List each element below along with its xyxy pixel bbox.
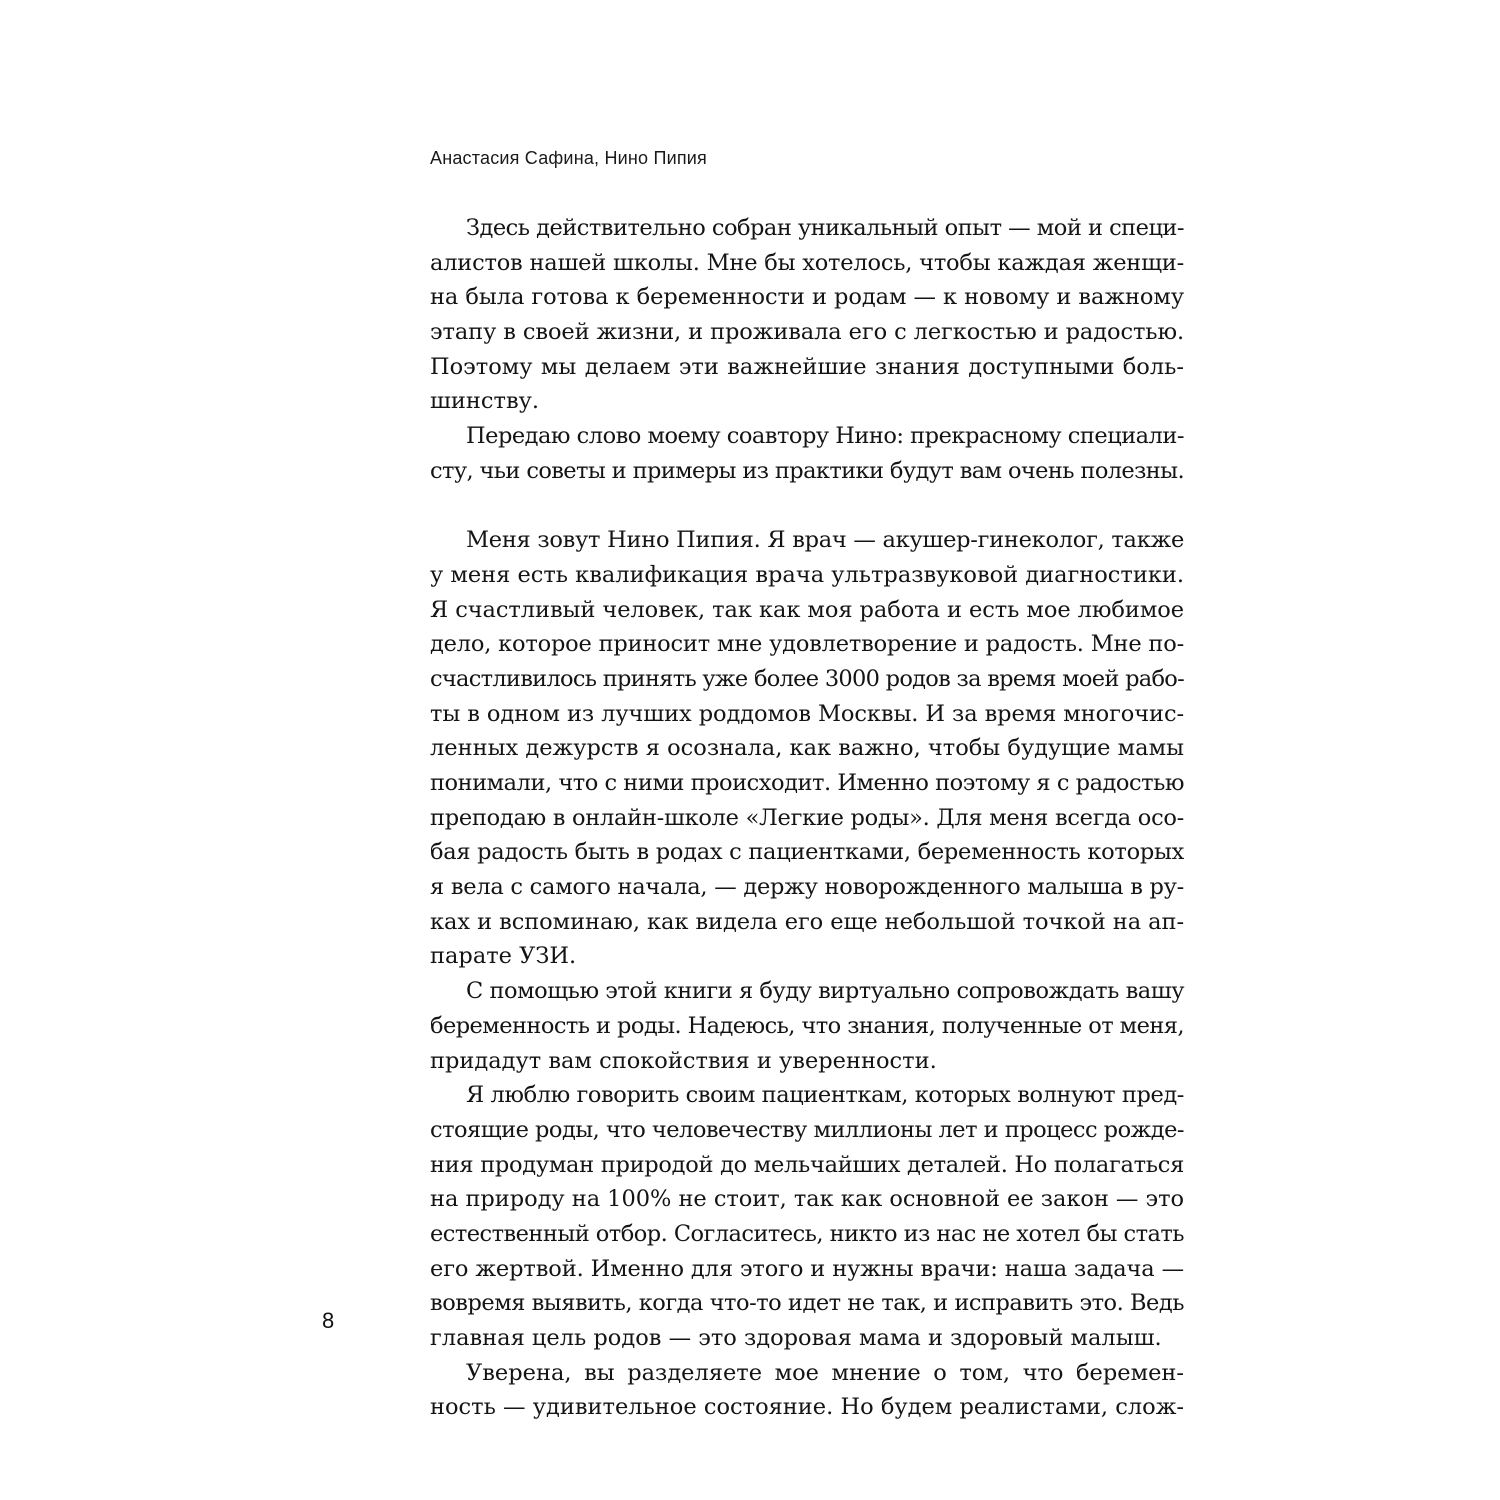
text-line: бая радость быть в родах с пациентками, беременность которых [430, 839, 1184, 866]
text-line: я вела с самого начала, — держу новорожденного малыша в ру- [430, 874, 1184, 901]
text-line: беременность и роды. Надеюсь, что знания, полученные от меня, [430, 1012, 1184, 1039]
text-line: вовремя выявить, когда что-то идет не так, и исправить это. Ведь [430, 1290, 1184, 1317]
text-line: на была готова к беременности и родам — к новому и важному [430, 284, 1184, 311]
text-line: у меня есть квалификация врача ультразвуковой диагностики. [430, 561, 1184, 588]
text-line: Уверена, вы разделяете мое мнение о том, что беремен- [466, 1359, 1184, 1386]
paragraph [430, 211, 1184, 419]
text-line: ленных дежурств я осознала, как важно, чтобы будущие мамы [430, 735, 1184, 762]
text-line: понимали, что с ними происходит. Именно поэтому я с радостью [430, 770, 1184, 796]
text-line: шинству. [430, 388, 540, 415]
text-line: преподаю в онлайн-школе «Легкие роды». Для меня всегда осо- [430, 804, 1184, 831]
paragraph [430, 974, 1184, 1078]
text-line: Я счастливый человек, так как моя работа и есть мое любимое [430, 596, 1184, 623]
text-line: главная цель родов — это здоровая мама и здоровый малыш. [430, 1325, 1162, 1351]
text-line: Меня зовут Нино Пипия. Я врач — акушер-гинеколог, также [466, 527, 1184, 554]
text-line: парате УЗИ. [430, 943, 577, 970]
running-head: Анастасия Сафина, Нино Пипия [430, 148, 707, 168]
page-number: 8 [322, 1308, 335, 1333]
text-line: придадут вам спокойствия и уверенности. [430, 1047, 937, 1074]
text-line: ния продуман природой до мельчайших деталей. Но полагаться [430, 1151, 1184, 1178]
text-line: его жертвой. Именно для этого и нужны врачи: наша задача — [430, 1255, 1184, 1282]
paragraph [430, 1078, 1184, 1356]
text-line: ность — удивительное состояние. Но будем реалистами, слож- [430, 1394, 1184, 1421]
text-line: сту, чьи советы и примеры из практики будут вам очень полезны. [430, 457, 1184, 484]
text-line: на природу на 100% не стоит, так как основной ее закон — это [430, 1186, 1184, 1213]
text-line: Здесь действительно собран уникальный опыт — мой и специ- [466, 215, 1184, 241]
text-line: Передаю слово моему соавтору Нино: прекрасному специали- [466, 423, 1184, 450]
text-line: алистов нашей школы. Мне бы хотелось, чтобы каждая женщи- [430, 249, 1184, 276]
text-line: этапу в своей жизни, и проживала его с легкостью и радостью. [430, 319, 1184, 346]
paragraph [430, 1356, 1184, 1425]
text-line: счастливилось принять уже более 3000 родов за время моей рабо- [430, 665, 1184, 692]
text-line: Я люблю говорить своим пациенткам, которых волнуют пред- [466, 1082, 1184, 1109]
text-line: стоящие роды, что человечеству миллионы лет и процесс рожде- [430, 1116, 1184, 1143]
text-line: С помощью этой книги я буду виртуально сопровождать вашу [466, 978, 1184, 1005]
text-line: ках и вспоминаю, как видела его еще небольшой точкой на ап- [430, 908, 1184, 935]
text-line: дело, которое приносит мне удовлетворение и радость. Мне по- [430, 631, 1184, 658]
text-line: ты в одном из лучших роддомов Москвы. И за время многочис- [430, 700, 1184, 727]
text-line: естественный отбор. Согласитесь, никто из нас не хотел бы стать [430, 1220, 1184, 1247]
paragraph [430, 523, 1184, 974]
text-line: Поэтому мы делаем эти важнейшие знания доступными боль- [430, 353, 1184, 380]
section-break [430, 489, 1184, 524]
paragraph [430, 419, 1184, 488]
body-text [430, 211, 1184, 1425]
